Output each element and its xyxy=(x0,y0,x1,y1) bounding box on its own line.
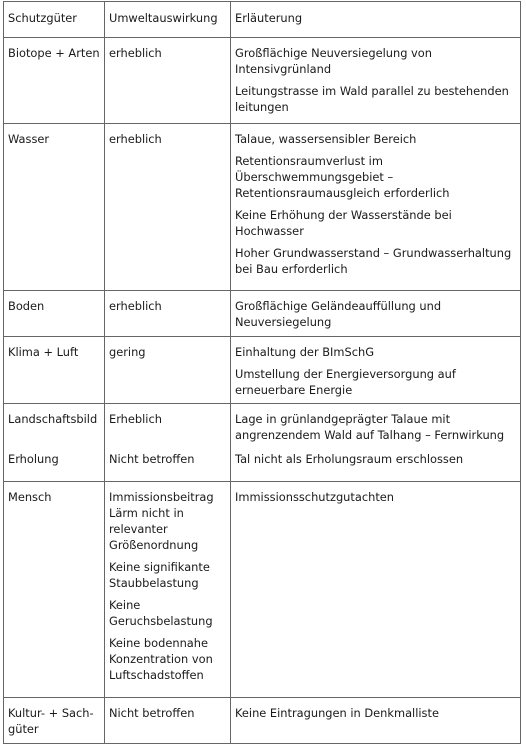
erlaeuterung-text: Großflächige Neuversiegelung von Intensivgrünland xyxy=(235,46,432,76)
schutzgut-text: Kultur- + Sach-güter xyxy=(8,706,94,736)
erlaeuterung-text: Lage in grünlandgeprägter Talaue mit angrenzendem Wald auf Talhang – Fernwirkung xyxy=(235,412,505,442)
auswirkung-text: Nicht betroffen xyxy=(109,452,195,466)
schutzgut-text: Klima + Luft xyxy=(8,345,79,359)
auswirkung-cell xyxy=(105,291,231,337)
auswirkung-text: Keine Geruchsbelastung xyxy=(109,598,213,628)
erlaeuterung-text: Leitungstrasse im Wald parallel zu bestehenden leitungen xyxy=(235,84,509,114)
auswirkung-cell xyxy=(105,124,231,291)
schutzgut-text: Wasser xyxy=(8,132,50,146)
erlaeuterung-cell xyxy=(231,404,521,482)
erlaeuterung-text: Talaue, wassersensibler Bereich xyxy=(235,132,417,146)
erlaeuterung-text: Immissionsschutzgutachten xyxy=(235,490,395,504)
auswirkung-text: Immissionsbeitrag Lärm nicht in relevanter Größenordnung xyxy=(109,490,214,552)
schutzgut-cell xyxy=(4,404,105,482)
erlaeuterung-cell xyxy=(231,291,521,337)
auswirkung-text: Keine bodennahe Konzentration von Luftschadstoffen xyxy=(109,636,213,682)
erlaeuterung-cell xyxy=(231,38,521,124)
auswirkung-text: Nicht betroffen xyxy=(109,706,195,720)
auswirkung-cell xyxy=(105,404,231,482)
erlaeuterung-cell xyxy=(231,482,521,698)
auswirkung-cell xyxy=(105,38,231,124)
table-row xyxy=(4,482,521,698)
schutzgut-cell xyxy=(4,337,105,404)
erlaeuterung-text: Keine Erhöhung der Wasserstände bei Hochwasser xyxy=(235,208,452,238)
auswirkung-text: Erheblich xyxy=(109,412,162,426)
table-row xyxy=(4,124,521,291)
auswirkung-text: erheblich xyxy=(109,299,162,313)
auswirkung-text: erheblich xyxy=(109,132,162,146)
auswirkung-cell xyxy=(105,337,231,404)
schutzgut-cell xyxy=(4,38,105,124)
table-header-row xyxy=(4,2,521,38)
schutzgut-text: Mensch xyxy=(8,490,52,504)
schutzgut-cell xyxy=(4,698,105,744)
erlaeuterung-cell xyxy=(231,698,521,744)
schutzgut-cell xyxy=(4,124,105,291)
auswirkung-text: Keine signifikante Staubbelastung xyxy=(109,560,210,590)
auswirkung-text: gering xyxy=(109,345,146,359)
auswirkung-cell xyxy=(105,698,231,744)
header-schutzgueter: Schutzgüter xyxy=(4,2,105,38)
erlaeuterung-text: Retentionsraumverlust im Überschwemmungsgebiet – Retentionsraumausgleich erforderlich xyxy=(235,154,450,200)
table-row xyxy=(4,38,521,124)
schutzgut-cell xyxy=(4,482,105,698)
auswirkung-cell xyxy=(105,482,231,698)
erlaeuterung-cell xyxy=(231,337,521,404)
schutzgut-cell xyxy=(4,291,105,337)
erlaeuterung-text: Großflächige Geländeauffüllung und Neuversiegelung xyxy=(235,299,442,329)
header-erlaeuterung: Erläuterung xyxy=(231,2,521,38)
erlaeuterung-text: Hoher Grundwasserstand – Grundwasserhaltung bei Bau erforderlich xyxy=(235,246,512,276)
erlaeuterung-text: Keine Eintragungen in Denkmalliste xyxy=(235,706,439,720)
schutzgut-text: Biotope + Arten xyxy=(8,46,100,60)
table-row xyxy=(4,337,521,404)
table-row xyxy=(4,698,521,744)
erlaeuterung-cell xyxy=(231,124,521,291)
table-row xyxy=(4,404,521,482)
header-umweltauswirkung: Umweltauswirkung xyxy=(105,2,231,38)
table-row xyxy=(4,291,521,337)
schutzgut-text: Boden xyxy=(8,299,45,313)
schutzgueter-table xyxy=(3,1,521,744)
erlaeuterung-text: Umstellung der Energieversorgung auf erneuerbare Energie xyxy=(235,367,456,397)
erlaeuterung-text: Tal nicht als Erholungsraum erschlossen xyxy=(235,452,464,466)
auswirkung-text: erheblich xyxy=(109,46,162,60)
schutzgut-text: Erholung xyxy=(8,452,59,466)
erlaeuterung-text: Einhaltung der BImSchG xyxy=(235,345,375,359)
schutzgut-text: Landschaftsbild xyxy=(8,412,98,426)
